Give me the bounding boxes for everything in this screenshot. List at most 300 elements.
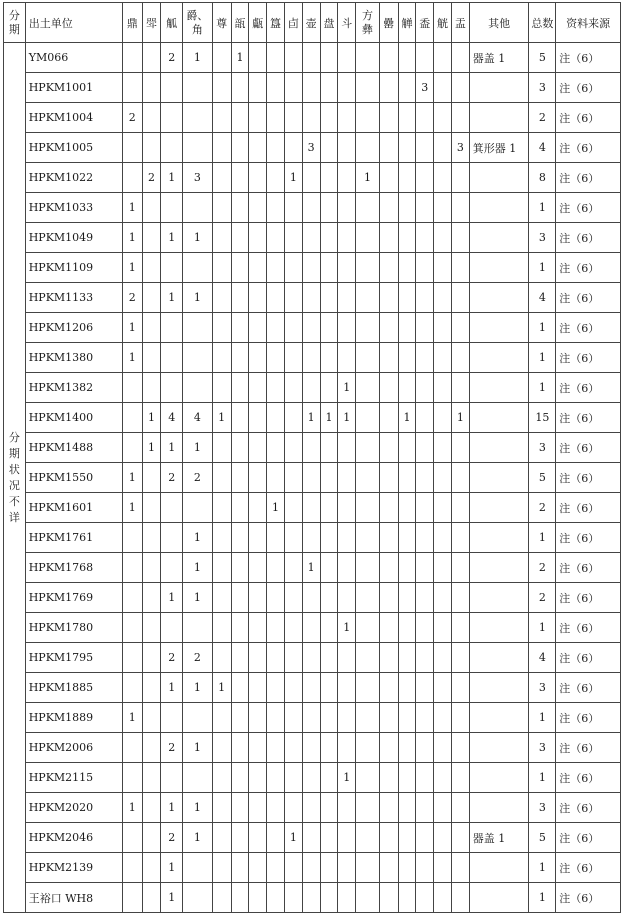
count-cell [183, 133, 213, 163]
count-cell [434, 133, 452, 163]
count-cell [320, 43, 338, 73]
count-cell [212, 823, 231, 853]
count-cell [284, 283, 302, 313]
header-row [4, 3, 621, 43]
count-cell [267, 793, 285, 823]
total-cell: 3 [529, 673, 556, 703]
unit-cell: HPKM1380 [25, 343, 122, 373]
count-cell [398, 823, 416, 853]
unit-cell: HPKM1001 [25, 73, 122, 103]
count-cell [434, 733, 452, 763]
other-cell [469, 763, 529, 793]
count-cell [302, 703, 320, 733]
count-cell [249, 193, 267, 223]
count-cell [302, 253, 320, 283]
unit-cell: HPKM1889 [25, 703, 122, 733]
count-cell [398, 103, 416, 133]
count-cell [231, 163, 249, 193]
count-cell [320, 793, 338, 823]
count-cell [284, 793, 302, 823]
other-cell [469, 673, 529, 703]
count-cell [249, 883, 267, 913]
count-cell [451, 703, 469, 733]
count-cell [249, 613, 267, 643]
source-cell: 注（6） [556, 583, 621, 613]
count-cell [320, 313, 338, 343]
count-cell [379, 613, 398, 643]
count-cell [183, 763, 213, 793]
other-cell: 器盖 1 [469, 43, 529, 73]
table-row [4, 433, 621, 463]
count-cell [434, 223, 452, 253]
count-cell [320, 103, 338, 133]
count-cell [338, 733, 356, 763]
header-type: 盘 [320, 3, 338, 43]
count-cell [398, 343, 416, 373]
count-cell: 1 [183, 793, 213, 823]
count-cell [267, 43, 285, 73]
count-cell: 1 [183, 433, 213, 463]
count-cell [398, 283, 416, 313]
total-cell: 4 [529, 283, 556, 313]
count-cell [451, 463, 469, 493]
count-cell: 1 [142, 433, 161, 463]
count-cell [356, 73, 380, 103]
total-cell: 2 [529, 493, 556, 523]
count-cell: 1 [161, 163, 183, 193]
count-cell [356, 613, 380, 643]
count-cell [249, 283, 267, 313]
count-cell [122, 763, 142, 793]
count-cell [398, 673, 416, 703]
count-cell [379, 373, 398, 403]
total-cell: 3 [529, 73, 556, 103]
count-cell [302, 283, 320, 313]
count-cell [379, 463, 398, 493]
unit-cell: HPKM1885 [25, 673, 122, 703]
count-cell [142, 103, 161, 133]
count-cell: 1 [267, 493, 285, 523]
count-cell [122, 733, 142, 763]
count-cell [434, 703, 452, 733]
table-row [4, 553, 621, 583]
count-cell [398, 163, 416, 193]
count-cell [183, 373, 213, 403]
count-cell [212, 223, 231, 253]
count-cell [161, 523, 183, 553]
source-cell: 注（6） [556, 253, 621, 283]
count-cell [267, 223, 285, 253]
count-cell [451, 313, 469, 343]
count-cell: 1 [338, 403, 356, 433]
count-cell [142, 523, 161, 553]
count-cell [338, 553, 356, 583]
count-cell [451, 823, 469, 853]
count-cell [212, 793, 231, 823]
count-cell: 1 [161, 283, 183, 313]
count-cell [142, 763, 161, 793]
unit-cell: HPKM2006 [25, 733, 122, 763]
total-cell: 3 [529, 793, 556, 823]
other-cell [469, 643, 529, 673]
count-cell [320, 733, 338, 763]
count-cell [302, 163, 320, 193]
unit-cell: HPKM1022 [25, 163, 122, 193]
count-cell [161, 703, 183, 733]
count-cell [212, 343, 231, 373]
count-cell [212, 733, 231, 763]
count-cell [320, 193, 338, 223]
count-cell [338, 883, 356, 913]
count-cell [161, 343, 183, 373]
count-cell [142, 643, 161, 673]
count-cell [451, 373, 469, 403]
unit-cell: HPKM1133 [25, 283, 122, 313]
count-cell [231, 553, 249, 583]
source-cell: 注（6） [556, 103, 621, 133]
count-cell [231, 73, 249, 103]
count-cell [267, 133, 285, 163]
other-cell [469, 223, 529, 253]
count-cell [231, 733, 249, 763]
count-cell [267, 73, 285, 103]
count-cell [416, 823, 434, 853]
count-cell [302, 763, 320, 793]
table-body [4, 43, 621, 913]
unit-cell: HPKM1005 [25, 133, 122, 163]
count-cell: 1 [356, 163, 380, 193]
count-cell [267, 763, 285, 793]
count-cell: 1 [183, 583, 213, 613]
unit-cell: HPKM2139 [25, 853, 122, 883]
table-row [4, 73, 621, 103]
total-cell: 3 [529, 223, 556, 253]
header-type: 觥 [434, 3, 452, 43]
count-cell [356, 553, 380, 583]
unit-cell: HPKM1795 [25, 643, 122, 673]
count-cell [416, 853, 434, 883]
count-cell [122, 133, 142, 163]
count-cell [249, 133, 267, 163]
count-cell: 2 [161, 823, 183, 853]
other-cell [469, 733, 529, 763]
total-cell: 4 [529, 643, 556, 673]
count-cell: 1 [122, 793, 142, 823]
count-cell [284, 313, 302, 343]
count-cell [398, 883, 416, 913]
table-row [4, 763, 621, 793]
table-row [4, 223, 621, 253]
unit-cell: HPKM1033 [25, 193, 122, 223]
count-cell [338, 673, 356, 703]
count-cell [284, 463, 302, 493]
count-cell [302, 523, 320, 553]
count-cell [267, 463, 285, 493]
count-cell: 1 [183, 733, 213, 763]
count-cell [122, 643, 142, 673]
count-cell [416, 703, 434, 733]
count-cell [231, 853, 249, 883]
count-cell [451, 583, 469, 613]
count-cell [302, 313, 320, 343]
count-cell [320, 133, 338, 163]
count-cell [122, 883, 142, 913]
other-cell [469, 313, 529, 343]
count-cell [212, 193, 231, 223]
count-cell [302, 73, 320, 103]
total-cell: 1 [529, 373, 556, 403]
count-cell [249, 73, 267, 103]
count-cell [249, 343, 267, 373]
count-cell [398, 313, 416, 343]
count-cell [142, 553, 161, 583]
count-cell [416, 793, 434, 823]
count-cell: 1 [284, 163, 302, 193]
count-cell [379, 73, 398, 103]
count-cell: 3 [416, 73, 434, 103]
count-cell [434, 763, 452, 793]
count-cell [434, 373, 452, 403]
count-cell: 1 [338, 373, 356, 403]
count-cell [183, 493, 213, 523]
unit-cell: HPKM2020 [25, 793, 122, 823]
count-cell [161, 613, 183, 643]
table-row [4, 403, 621, 433]
source-cell: 注（6） [556, 523, 621, 553]
count-cell [249, 703, 267, 733]
unit-cell: HPKM1049 [25, 223, 122, 253]
count-cell: 2 [183, 463, 213, 493]
count-cell [416, 253, 434, 283]
count-cell [212, 43, 231, 73]
count-cell [267, 823, 285, 853]
count-cell [122, 613, 142, 643]
count-cell [212, 613, 231, 643]
count-cell [142, 283, 161, 313]
count-cell [434, 103, 452, 133]
count-cell [320, 853, 338, 883]
count-cell [379, 733, 398, 763]
total-cell: 1 [529, 883, 556, 913]
count-cell: 1 [302, 403, 320, 433]
source-cell: 注（6） [556, 283, 621, 313]
table-row [4, 313, 621, 343]
count-cell [398, 523, 416, 553]
count-cell [212, 523, 231, 553]
other-cell [469, 523, 529, 553]
count-cell [338, 583, 356, 613]
count-cell [451, 283, 469, 313]
count-cell [267, 163, 285, 193]
source-cell: 注（6） [556, 73, 621, 103]
count-cell [267, 523, 285, 553]
count-cell [356, 193, 380, 223]
count-cell [434, 313, 452, 343]
table-row [4, 823, 621, 853]
count-cell [379, 223, 398, 253]
total-cell: 1 [529, 853, 556, 883]
count-cell [284, 193, 302, 223]
header-type: 爵、角 [183, 3, 213, 43]
count-cell [434, 583, 452, 613]
count-cell [416, 103, 434, 133]
count-cell: 4 [161, 403, 183, 433]
count-cell [267, 613, 285, 643]
source-cell: 注（6） [556, 733, 621, 763]
count-cell [434, 163, 452, 193]
count-cell [320, 763, 338, 793]
count-cell [451, 163, 469, 193]
count-cell: 1 [122, 703, 142, 733]
count-cell [338, 193, 356, 223]
count-cell [379, 283, 398, 313]
count-cell: 1 [183, 523, 213, 553]
other-cell [469, 703, 529, 733]
count-cell [356, 823, 380, 853]
source-cell: 注（6） [556, 343, 621, 373]
count-cell [320, 523, 338, 553]
table-row [4, 343, 621, 373]
table-row [4, 583, 621, 613]
count-cell: 1 [122, 313, 142, 343]
count-cell [416, 493, 434, 523]
count-cell [122, 73, 142, 103]
count-cell [142, 613, 161, 643]
header-type: 盉 [416, 3, 434, 43]
count-cell [398, 43, 416, 73]
count-cell [142, 583, 161, 613]
source-cell: 注（6） [556, 223, 621, 253]
count-cell [161, 313, 183, 343]
count-cell [142, 253, 161, 283]
count-cell [434, 253, 452, 283]
count-cell [356, 133, 380, 163]
count-cell: 1 [161, 673, 183, 703]
count-cell [231, 763, 249, 793]
table-row [4, 43, 621, 73]
count-cell [122, 853, 142, 883]
count-cell [284, 253, 302, 283]
count-cell: 2 [161, 733, 183, 763]
count-cell [302, 853, 320, 883]
count-cell [451, 253, 469, 283]
count-cell [451, 793, 469, 823]
count-cell: 2 [161, 463, 183, 493]
count-cell [267, 883, 285, 913]
count-cell: 1 [183, 823, 213, 853]
unit-cell: HPKM1109 [25, 253, 122, 283]
count-cell [161, 763, 183, 793]
count-cell [416, 613, 434, 643]
count-cell [284, 763, 302, 793]
count-cell [302, 613, 320, 643]
count-cell [231, 673, 249, 703]
count-cell [356, 253, 380, 283]
count-cell [416, 433, 434, 463]
total-cell: 3 [529, 733, 556, 763]
header-type: 盂 [451, 3, 469, 43]
count-cell [398, 463, 416, 493]
count-cell [183, 73, 213, 103]
count-cell [249, 433, 267, 463]
count-cell [302, 193, 320, 223]
count-cell [302, 883, 320, 913]
header-source: 资料来源 [556, 3, 621, 43]
count-cell [284, 403, 302, 433]
count-cell [122, 583, 142, 613]
bronze-vessel-table [3, 2, 621, 913]
count-cell [267, 703, 285, 733]
other-cell [469, 253, 529, 283]
count-cell [284, 733, 302, 763]
table-row [4, 283, 621, 313]
count-cell [434, 853, 452, 883]
count-cell [284, 703, 302, 733]
count-cell [302, 43, 320, 73]
count-cell [416, 373, 434, 403]
count-cell [379, 103, 398, 133]
count-cell [249, 853, 267, 883]
count-cell [302, 103, 320, 133]
count-cell [142, 853, 161, 883]
count-cell [249, 823, 267, 853]
count-cell [434, 43, 452, 73]
unit-cell: HPKM1780 [25, 613, 122, 643]
source-cell: 注（6） [556, 433, 621, 463]
count-cell [212, 853, 231, 883]
source-cell: 注（6） [556, 133, 621, 163]
count-cell [434, 433, 452, 463]
count-cell [398, 373, 416, 403]
count-cell [416, 463, 434, 493]
count-cell [338, 43, 356, 73]
count-cell [142, 823, 161, 853]
count-cell [379, 43, 398, 73]
count-cell [398, 643, 416, 673]
total-cell: 1 [529, 313, 556, 343]
count-cell [338, 103, 356, 133]
source-cell: 注（6） [556, 193, 621, 223]
count-cell: 2 [122, 103, 142, 133]
count-cell [142, 313, 161, 343]
header-type: 簋 [267, 3, 285, 43]
bronze-table-wrapper [3, 2, 621, 913]
count-cell [249, 553, 267, 583]
count-cell [231, 373, 249, 403]
source-cell: 注（6） [556, 853, 621, 883]
count-cell [249, 403, 267, 433]
count-cell [338, 343, 356, 373]
count-cell [231, 643, 249, 673]
total-cell: 1 [529, 193, 556, 223]
count-cell [451, 523, 469, 553]
count-cell [122, 403, 142, 433]
count-cell [212, 373, 231, 403]
count-cell: 1 [284, 823, 302, 853]
unit-cell: HPKM1550 [25, 463, 122, 493]
count-cell: 1 [231, 43, 249, 73]
count-cell [267, 673, 285, 703]
count-cell [416, 283, 434, 313]
count-cell [379, 553, 398, 583]
source-cell: 注（6） [556, 493, 621, 523]
other-cell: 箕形器 1 [469, 133, 529, 163]
count-cell [267, 313, 285, 343]
count-cell [231, 823, 249, 853]
count-cell [302, 823, 320, 853]
count-cell: 1 [451, 403, 469, 433]
count-cell [451, 43, 469, 73]
